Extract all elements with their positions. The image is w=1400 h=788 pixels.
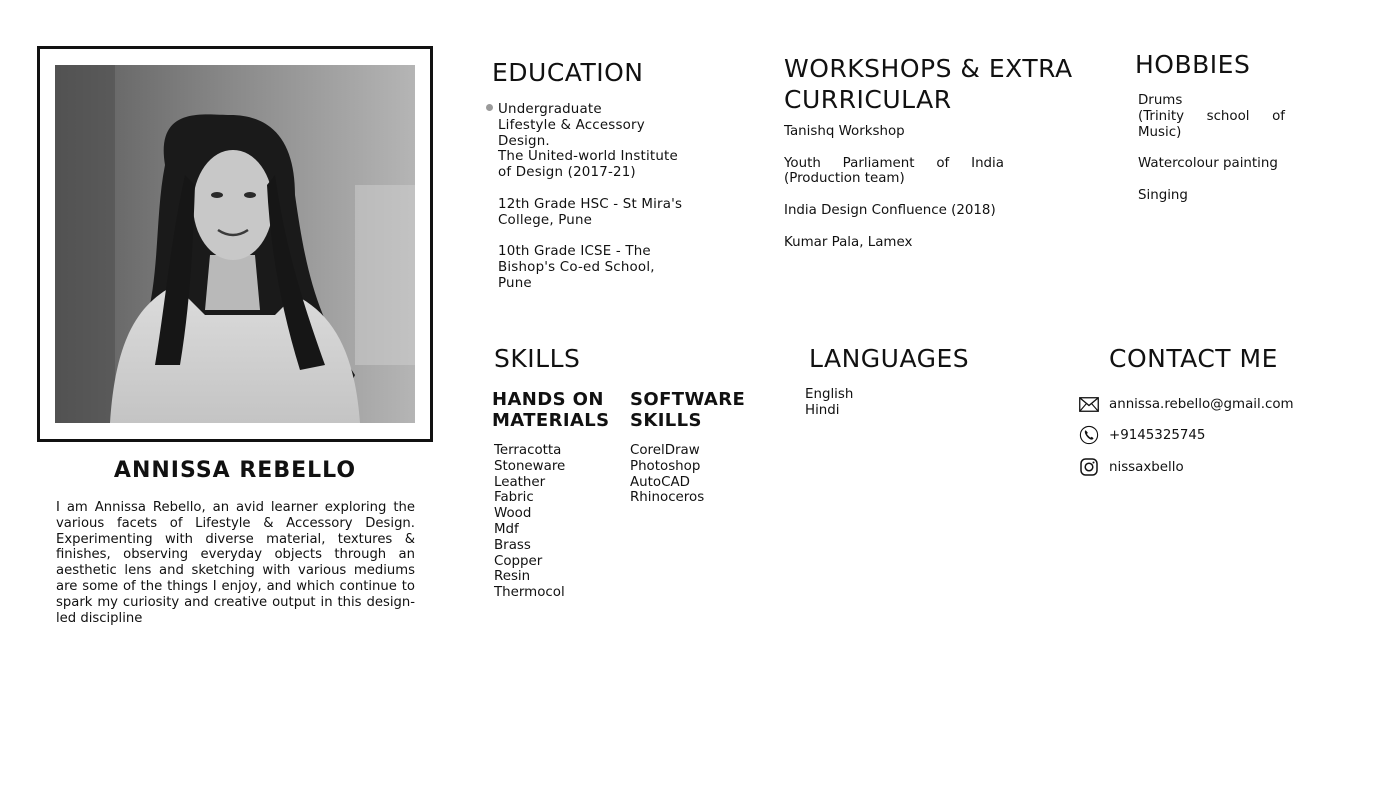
- contact-phone-row[interactable]: [1078, 424, 1205, 446]
- workshop-item: India Design Confluence (2018): [784, 202, 996, 218]
- instagram-icon: [1078, 456, 1100, 478]
- workshops-list: [784, 124, 1004, 266]
- envelope-icon: [1078, 393, 1100, 415]
- education-item: Undergraduate Lifestyle & Accessory Design. The United-world Institute of Design (2017-21): [498, 102, 678, 181]
- material-item: Resin: [494, 569, 531, 585]
- hands-on-materials-list: [494, 443, 565, 601]
- education-list: [498, 102, 698, 307]
- material-item: Copper: [494, 553, 543, 569]
- software-skills-list: [630, 443, 704, 506]
- workshops-heading: WORKSHOPS & EXTRA CURRICULAR: [784, 54, 1073, 114]
- contact-heading: CONTACT ME: [1109, 344, 1278, 373]
- contact-instagram-row[interactable]: [1078, 456, 1184, 478]
- contact-phone[interactable]: +9145325745: [1109, 427, 1206, 443]
- hobby-item: Drums (Trinity school of Music): [1138, 93, 1285, 140]
- portrait-photo: [55, 65, 415, 423]
- material-item: Fabric: [494, 490, 534, 506]
- education-item: 12th Grade HSC - St Mira's College, Pune: [498, 196, 683, 228]
- workshop-item: Kumar Pala, Lamex: [784, 234, 913, 250]
- hobbies-heading: HOBBIES: [1135, 50, 1251, 79]
- material-item: Mdf: [494, 521, 519, 537]
- material-item: Terracotta: [494, 443, 562, 458]
- software-item: AutoCAD: [630, 474, 690, 490]
- phone-icon: [1078, 424, 1100, 446]
- languages-heading: LANGUAGES: [809, 344, 970, 373]
- software-skills-heading: SOFTWARE SKILLS: [630, 389, 746, 431]
- language-item: Hindi: [805, 402, 840, 418]
- education-heading: EDUCATION: [492, 58, 644, 87]
- skills-heading: SKILLS: [494, 344, 581, 373]
- workshop-item: Tanishq Workshop: [784, 124, 905, 139]
- material-item: Stoneware: [494, 458, 566, 474]
- languages-list: [805, 387, 853, 419]
- software-item: Photoshop: [630, 458, 701, 474]
- hobby-item: Watercolour painting: [1138, 156, 1278, 172]
- software-item: Rhinoceros: [630, 490, 705, 506]
- portrait-frame: [37, 46, 433, 442]
- material-item: Wood: [494, 506, 532, 522]
- education-bullet: [486, 104, 493, 111]
- hobby-item: Singing: [1138, 187, 1188, 203]
- hands-on-materials-heading: HANDS ON MATERIALS: [492, 389, 610, 431]
- material-item: Brass: [494, 537, 531, 553]
- material-item: Leather: [494, 474, 546, 490]
- education-item: 10th Grade ICSE - The Bishop's Co-ed School, Pune: [498, 244, 655, 291]
- workshop-item: Youth Parliament of India (Production team): [784, 155, 1004, 187]
- language-item: English: [805, 387, 854, 402]
- contact-email[interactable]: annissa.rebello@gmail.com: [1109, 396, 1294, 412]
- material-item: Thermocol: [494, 585, 565, 601]
- contact-email-row[interactable]: [1078, 393, 1294, 415]
- software-item: CorelDraw: [630, 443, 700, 458]
- profile-bio: I am Annissa Rebello, an avid learner exploring the various facets of Lifestyle & Accessory Design. Experimenting with diverse material, textures & finishes, observing everyday objects through an aesthetic lens and sketching with various mediums are some of the things I enjoy, and which continue to spark my curiosity and creative output in this design-led discipline: [56, 500, 415, 626]
- contact-instagram[interactable]: nissaxbello: [1109, 459, 1184, 475]
- hobbies-list: [1138, 93, 1285, 219]
- profile-name: ANNISSA REBELLO: [113, 458, 357, 483]
